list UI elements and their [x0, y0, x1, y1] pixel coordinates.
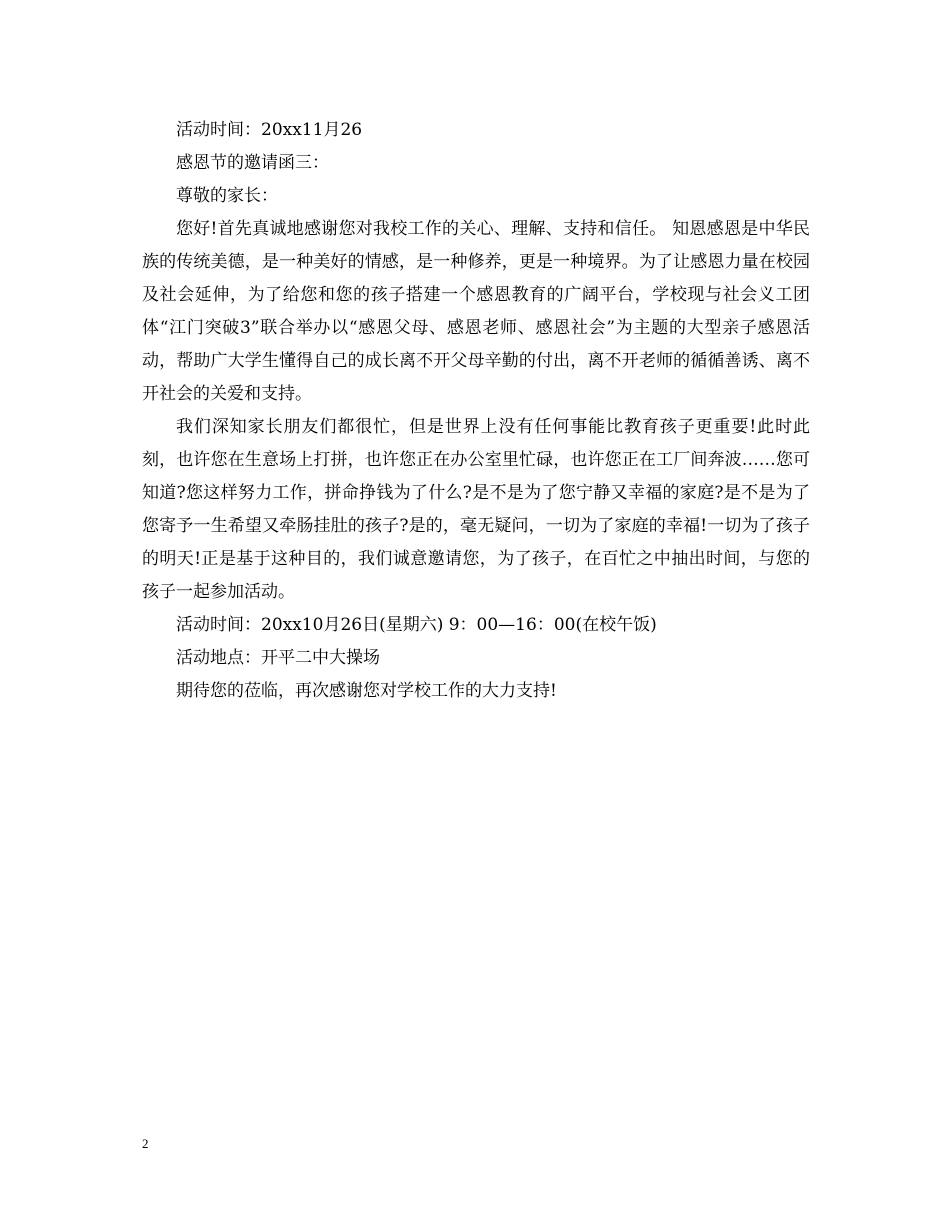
event-time: 活动时间：20xx10月26日(星期六) 9：00—16：00(在校午饭): [176, 615, 657, 635]
activity-time-line: 活动时间：20xx11月26: [176, 120, 363, 140]
document-body: [142, 114, 810, 708]
salutation: 尊敬的家长：: [176, 186, 278, 206]
event-location: 活动地点：开平二中大操场: [176, 648, 380, 668]
body-paragraph-intro: 您好!首先真诚地感谢您对我校工作的关心、理解、支持和信任。 知恩感恩是中华民族的传统美德，是一种美好的情感，是一种修养，更是一种境界。为了让感恩力量在校园及社会延伸，为了给您和您的孩子搭建一个感恩教育的广阔平台，学校现与社会义工团体“江门突破3”联合举办以“感恩父母、感恩老师、感恩社会”为主题的大型亲子感恩活动，帮助广大学生懂得自己的成长离不开父母辛勤的付出，离不开老师的循循善诱、离不开社会的关爱和支持。: [142, 219, 810, 404]
page-number: 2: [142, 1136, 149, 1151]
body-paragraph-appeal: 我们深知家长朋友们都很忙，但是世界上没有任何事能比教育孩子更重要!此时此刻，也许您在生意场上打拼，也许您正在办公室里忙碌，也许您正在工厂间奔波……您可知道?您这样努力工作，拼命挣钱为了什么?是不是为了您宁静又幸福的家庭?是不是为了您寄予一生希望又牵肠挂肚的孩子?是的，毫无疑问，一切为了家庭的幸福!一切为了孩子的明天!正是基于这种目的，我们诚意邀请您，为了孩子，在百忙之中抽出时间，与您的孩子一起参加活动。: [142, 417, 810, 602]
invitation-heading: 感恩节的邀请函三：: [176, 153, 329, 173]
closing-line: 期待您的莅临，再次感谢您对学校工作的大力支持!: [176, 681, 557, 701]
